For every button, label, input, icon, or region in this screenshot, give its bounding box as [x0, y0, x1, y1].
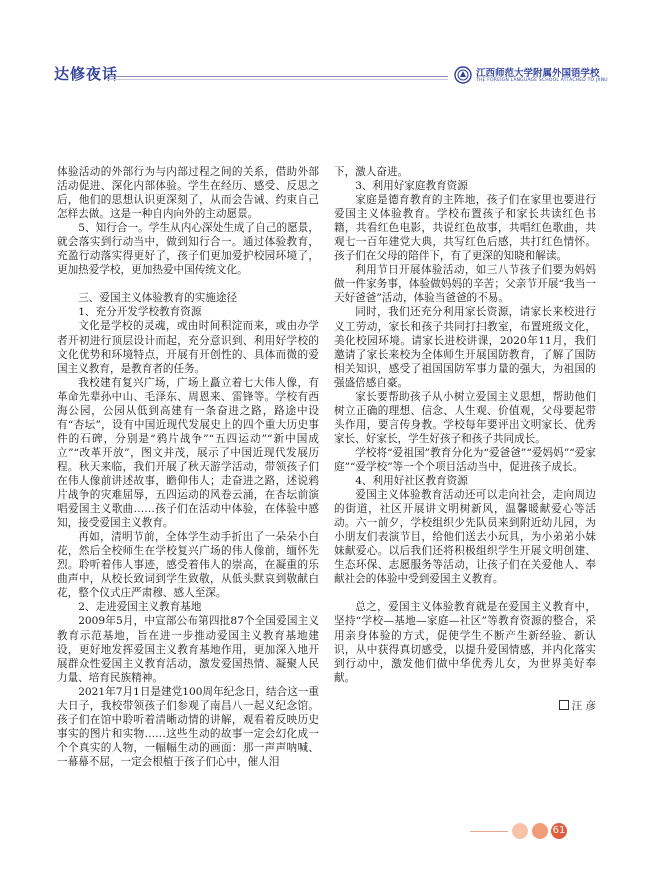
left-column	[57, 165, 319, 769]
paragraph: 文化是学校的灵魂，或由时间积淀而来，或由办学者开初进行顶层设计而起，充分意识到、利用好学校的文化优势和环境特点，开展有开创性的、具体而微的爱国主义教育，是教育者的任务。	[57, 320, 319, 375]
paragraph: 利用节日开展体验活动，如三八节孩子们要为妈妈做一件家务事，体验做妈妈的辛苦；父亲节开展“我当一天好爸爸”活动，体验当爸爸的不易。	[334, 264, 596, 305]
subsection-heading: 2、走进爱国主义教育基地	[78, 601, 202, 614]
paragraph: 学校将“爱祖国”教育分化为“爱爸爸”“爱妈妈”“爱家庭”“爱学校”等一个个项目活动当中，促进孩子成长。	[334, 446, 596, 473]
header-rule-secondary	[108, 79, 448, 80]
school-logo-icon	[454, 66, 472, 84]
paragraph: 同时，我们还充分利用家长资源，请家长来校进行义工劳动，家长和孩子共同打扫教室，布置班级文化，美化校园环境。请家长进校讲课，2020年11月，我们邀请了家长来校为全体师生开展国防教育，了解了国防相关知识，感受了祖国国防军事力量的强大，为祖国的强盛倍感自豪。	[334, 306, 596, 389]
header-rule	[108, 76, 448, 77]
school-name-en: THE FOREIGN LANGUAGE SCHOOL ATTACHED TO JXNU	[476, 78, 608, 83]
square-icon	[559, 700, 569, 710]
paragraph: 再如，清明节前，全体学生动手折出了一朵朵小白花，然后全校师生在学校复兴广场的伟人像前，缅怀先烈。聆听着伟人事迹，感受着伟人的崇高，在凝重的乐曲声中，从校长致词到学生致敬，从低头默哀到敬献白花，整个仪式庄严肃穆、感人至深。	[57, 531, 319, 600]
subsection-heading: 4、利用好社区教育资源	[355, 475, 468, 488]
right-column	[334, 165, 596, 713]
paragraph: 家庭是德育教育的主阵地，孩子们在家里也要进行爱国主义体验教育。学校布置孩子和家长共读红色书籍，共看红色电影，共说红色故事，共唱红色歌曲，共观七一百年建党大典，共写红色后感，共打红色情怀。孩子们在父母的陪伴下，有了更深的知晓和解读。	[334, 194, 596, 263]
footer-dot-decoration	[512, 823, 528, 839]
paragraph: 2009年5月，中宣部公布第四批87个全国爱国主义教育示范基地，旨在进一步推动爱国主义教育基地建设，更好地发挥爱国主义教育基地作用，更加深入地开展群众性爱国主义教育活动，激发爱国热情、凝聚人民力量、培育民族精神。	[57, 615, 319, 684]
author-line	[334, 699, 596, 713]
paragraph: 2021年7月1日是建党100周年纪念日，结合这一重大日子，我校带领孩子们参观了南昌八一起义纪念馆。孩子们在馆中聆听着清晰动情的讲解，观看着反映历史事实的图片和实物……这些生动的故事一定会幻化成一个个真实的人物，一幅幅生动的画面：那一声声呐喊、一幕幕不屈，一定会根植于孩子们心中，催人泪	[57, 685, 319, 768]
page-header	[0, 0, 652, 110]
paragraph: 总之，爱国主义体验教育就是在爱国主义教育中，坚持“学校—基地—家庭—社区”等教育资源的整合，采用亲身体验的方式，促使学生不断产生新经验、新认识，从中获得真切感受，以提升爱国情感，并内化落实到行动中，激发他们做中华优秀儿女，为世界美好奉献。	[334, 601, 596, 684]
paragraph: 下，激人奋进。	[334, 166, 409, 178]
paragraph: 5、知行合一。学生从内心深处生成了自己的愿景，就会落实到行动当中，做到知行合一。通过体验教育，充盈行动落实得更好了，孩子们更加爱护校园环境了，更加热爱学校，更加热爱中国传统文化。	[57, 222, 319, 277]
paragraph: 爱国主义体验教育活动还可以走向社会，走向周边的街道，社区开展讲文明树新风，温馨暖献爱心等活动。六一前夕，学校组织少先队员来到附近幼儿园，为小朋友们表演节目，给他们送去小玩具，为小弟弟小妹妹献爱心。以后我们还将积极组织学生开展文明创建、生态环保、志愿服务等活动，让孩子们在关爱他人、奉献社会的体验中受到爱国主义教育。	[334, 489, 596, 586]
paragraph: 我校建有复兴广场，广场上矗立着七大伟人像，有革命先辈孙中山、毛泽东、周恩来、雷锋等。学校有西海公园，公园从低到高建有一条奋进之路，路途中设有“杏坛”，设有中国近现代发展史上的四个重大历史事件的石碑，分别是“鸦片战争”“五四运动”“新中国成立”“改革开放”，图文并茂，展示了中国近现代发展历程。秋天来临，我们开展了秋天游学活动，带领孩子们在伟人像前讲述故事，瞻仰伟人；走奋进之路，述说鸦片战争的灾难屈辱，五四运动的风卷云涌，在杏坛前演唱爱国主义歌曲……孩子们在活动中体验，在体验中感知，接受爱国主义教育。	[57, 376, 319, 530]
section-title: 达修夜话	[54, 65, 119, 83]
section-heading: 三、爱国主义体验教育的实施途径	[78, 292, 238, 305]
subsection-heading: 3、利用好家庭教育资源	[355, 180, 468, 193]
school-name: 江西师范大学附属外国语学校	[476, 68, 600, 79]
author-name: 汪 彦	[571, 699, 596, 712]
page-number: 61	[551, 823, 567, 839]
paragraph: 体验活动的外部行为与内部过程之间的关系，借助外部活动促进、深化内部体验。学生在经历、感受、反思之后，他们的思想认识更深刻了，从而会告诫、约束自己怎样去做。这是一种自内向外的主动愿景。	[57, 166, 319, 221]
subsection-heading: 1、充分开发学校教育资源	[78, 306, 202, 319]
footer-rule	[470, 831, 508, 832]
footer-dot-decoration	[532, 823, 548, 839]
paragraph: 家长要帮助孩子从小树立爱国主义思想，帮助他们树立正确的理想、信念、人生观、价值观，父母要起带头作用，要言传身教。学校每年要评出文明家长、优秀家长、好家长，学生好孩子和孩子共同成长。	[334, 390, 596, 445]
